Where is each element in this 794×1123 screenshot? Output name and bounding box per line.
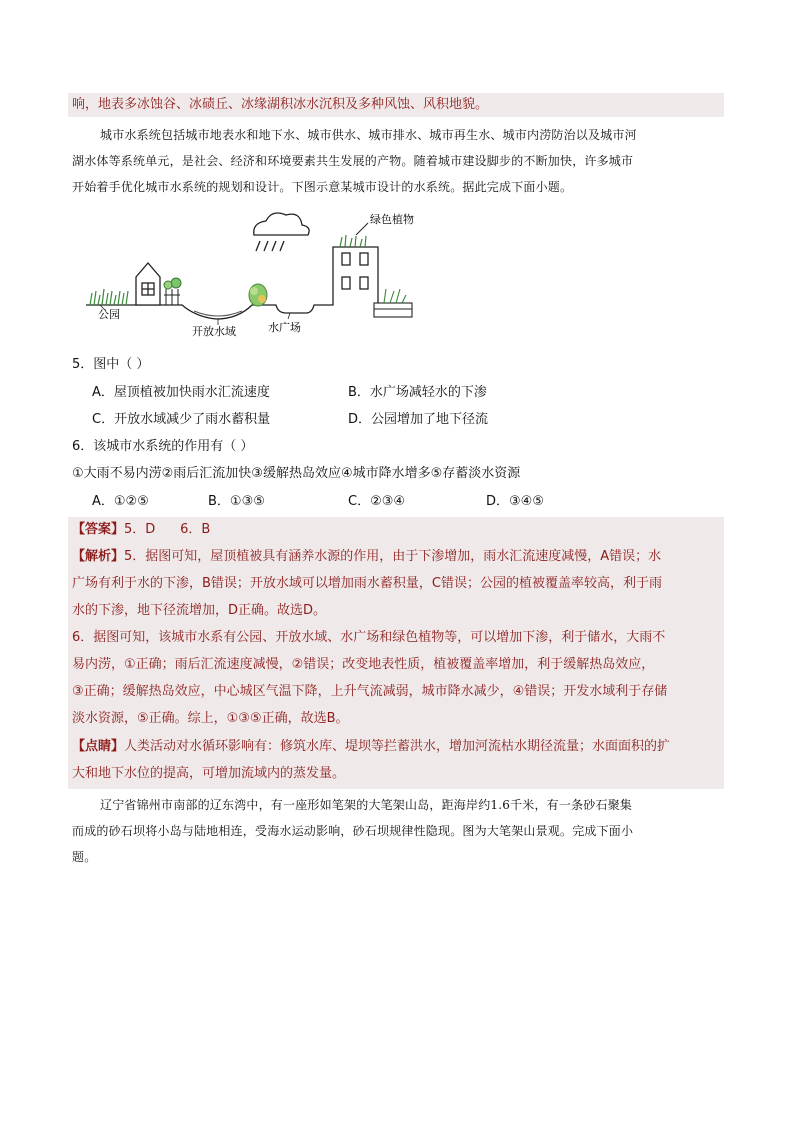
passage2-line-1: 辽宁省锦州市南部的辽东湾中，有一座形如笔架的大笔架山岛，距海岸约1.6千米，有一条砂石聚集 [100, 798, 633, 812]
building-icon [342, 253, 368, 289]
q6-stem: 6．该城市水系统的作用有（ ） [72, 439, 254, 454]
garden-fence-icon [164, 278, 181, 305]
q6-option-c: C．②③④ [348, 494, 406, 509]
label-water-plaza: 水广场 [268, 321, 301, 334]
analysis-line-2: 广场有利于水的下渗，B错误；开放水域可以增加雨水蓄积量，C错误；公园的植被覆盖率较高，利于雨 [72, 576, 662, 591]
comment-line-2: 大和地下水位的提高，可增加流域内的蒸发量。 [72, 766, 346, 781]
answer-text: 5．D 6．B [124, 522, 211, 537]
roof-plant-icon [340, 235, 366, 247]
cloud-icon [254, 213, 309, 251]
analysis-line-3: 水的下渗，地下径流增加，D正确。故选D。 [72, 603, 327, 618]
q6-option-b: B．①③⑤ [208, 494, 265, 509]
q5-option-c: C．开放水域减少了雨水蓄积量 [92, 412, 271, 427]
passage1-line-1: 城市水系统包括城市地表水和地下水、城市供水、城市排水、城市再生水、城市内涝防治以及城市河 [100, 128, 637, 142]
q6-option-a: A．①②⑤ [92, 494, 149, 509]
q5-option-d: D．公园增加了地下径流 [348, 412, 489, 427]
analysis-line-7: 淡水资源，⑤正确。综上，①③⑤正确，故选B。 [72, 711, 349, 726]
park-grass-icon [90, 289, 128, 305]
comment-line-1 [72, 738, 670, 756]
label-green-plants: 绿色植物 [370, 213, 414, 226]
q5-option-b: B．水广场减轻水的下渗 [348, 385, 487, 400]
answer-line [72, 521, 210, 539]
answer-tag: 【答案】 [72, 522, 125, 537]
analysis-line-6: ③正确；缓解热岛效应，中心城区气温下降，上升气流减弱，城市降水减少，④错误；开发水域利于存储 [72, 684, 668, 699]
passage1-line-3: 开始着手优化城市水系统的规划和设计。下图示意某城市设计的水系统。据此完成下面小题。 [72, 180, 573, 194]
bush-icon [249, 284, 267, 306]
planter-icon [374, 289, 412, 317]
q6-option-d: D．③④⑤ [486, 494, 544, 509]
passage2-line-3: 题。 [72, 850, 97, 864]
analysis-line-4: 6．据图可知，该城市水系有公园、开放水域、水广场和绿色植物等，可以增加下渗，利于储水，大雨不 [72, 630, 666, 645]
house-icon [136, 263, 160, 305]
analysis-line-1 [72, 548, 661, 566]
passage2-line-2: 而成的砂石坝将小岛与陆地相连，受海水运动影响，砂石坝规律性隐现。图为大笔架山景观。完成下面小 [72, 824, 634, 838]
analysis-tag: 【解析】 [72, 549, 125, 564]
comment-tag: 【点睛】 [72, 739, 125, 754]
passage1-line-2: 湖水体等系统单元，是社会、经济和环境要素共生发展的产物。随着城市建设脚步的不断加快，许多城市 [72, 154, 634, 168]
top-text: 响，地表多冰蚀谷、冰碛丘、冰缘湖积冰水沉积及多种风蚀、风积地貌。 [72, 97, 489, 112]
q5-stem: 5．图中（ ） [72, 357, 150, 372]
analysis-text-1: 5．据图可知，屋顶植被具有涵养水源的作用，由于下渗增加，雨水汇流速度减慢，A错误；水 [124, 549, 662, 564]
label-open-water: 开放水域 [192, 325, 236, 338]
label-park: 公园 [98, 308, 120, 321]
comment-text-1: 人类活动对水循环影响有：修筑水库、堤坝等拦蓄洪水，增加河流枯水期径流量；水面面积的扩 [124, 739, 671, 754]
q5-option-a: A．屋顶植被加快雨水汇流速度 [92, 385, 270, 400]
water-system-diagram [78, 205, 438, 345]
q6-items: ①大雨不易内涝②雨后汇流加快③缓解热岛效应④城市降水增多⑤存蓄淡水资源 [72, 466, 521, 481]
analysis-line-5: 易内涝，①正确；雨后汇流速度减慢，②错误；改变地表性质，植被覆盖率增加，利于缓解热岛效应， [72, 657, 655, 672]
